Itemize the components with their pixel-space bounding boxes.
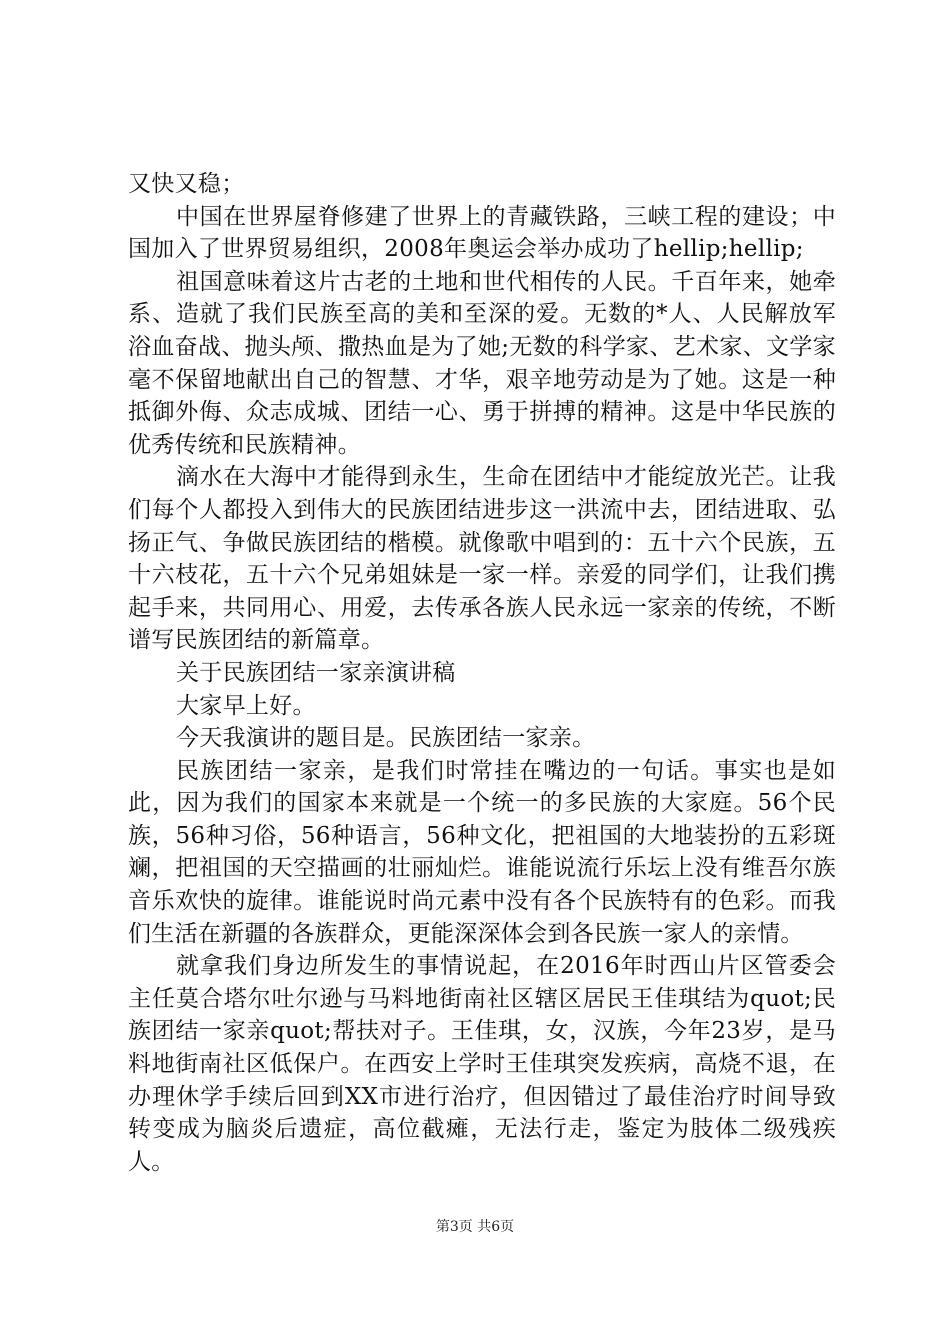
page-number-footer: 第3页 共6页 bbox=[435, 1219, 515, 1235]
paragraph-example-story: 就拿我们身边所发生的事情说起，在2016年时西山片区管委会主任莫合塔尔吐尔逊与马料地街南社区辖区居民王佳琪结为quot;民族团结一家亲quot;帮扶对子。王佳琪，女，汉族，今年23岁，是马料地街南社区低保户。在西安上学时王佳琪突发疾病，高烧不退，在办理休学手续后回到XX市进行治疗，但因错过了最佳治疗时间导致转变成为脑炎后遗症，高位截瘫，无法行走，鉴定为肢体二级残疾人。 bbox=[128, 953, 836, 1175]
paragraph-continuation: 又快又稳； bbox=[128, 171, 245, 197]
paragraph-family-of-nations: 民族团结一家亲，是我们时常挂在嘴边的一句话。事实也是如此，因为我们的国家本来就是一个统一的多民族的大家庭。56个民族，56种习俗，56种语言，56种文化，把祖国的大地装扮的五彩斑斓，把祖国的天空描画的壮丽灿烂。谁能说流行乐坛上没有维吾尔族音乐欢快的旋律。谁能说时尚元素中没有各个民族特有的色彩。而我们生活在新疆的各族群众，更能深深体会到各民族一家人的亲情。 bbox=[128, 757, 836, 947]
paragraph-unity-call: 滴水在大海中才能得到永生，生命在团结中才能绽放光芒。让我们每个人都投入到伟大的民族团结进步这一洪流中去，团结进取、弘扬正气、争做民族团结的楷模。就像歌中唱到的：五十六个民族，五十六枝花，五十六个兄弟姐妹是一家一样。亲爱的同学们，让我们携起手来，共同用心、用爱，去传承各族人民永远一家亲的传统，不断谱写民族团结的新篇章。 bbox=[128, 464, 836, 654]
speech-topic: 今天我演讲的题目是。民族团结一家亲。 bbox=[176, 725, 596, 752]
paragraph-achievements: 中国在世界屋脊修建了世界上的青藏铁路，三峡工程的建设；中国加入了世界贸易组织，2008年奥运会举办成功了hellip;hellip; bbox=[128, 203, 836, 263]
speech-greeting: 大家早上好。 bbox=[176, 692, 316, 719]
document-body bbox=[128, 168, 836, 1178]
paragraph-motherland: 祖国意味着这片古老的土地和世代相传的人民。千百年来，她牵系、造就了我们民族至高的美和至深的爱。无数的*人、人民解放军浴血奋战、抛头颅、撒热血是为了她;无数的科学家、艺术家、文学家毫不保留地献出自己的智慧、才华，艰辛地劳动是为了她。这是一种抵御外侮、众志成城、团结一心、勇于拼搏的精神。这是中华民族的优秀传统和民族精神。 bbox=[128, 268, 836, 458]
speech-title: 关于民族团结一家亲演讲稿 bbox=[176, 659, 456, 686]
